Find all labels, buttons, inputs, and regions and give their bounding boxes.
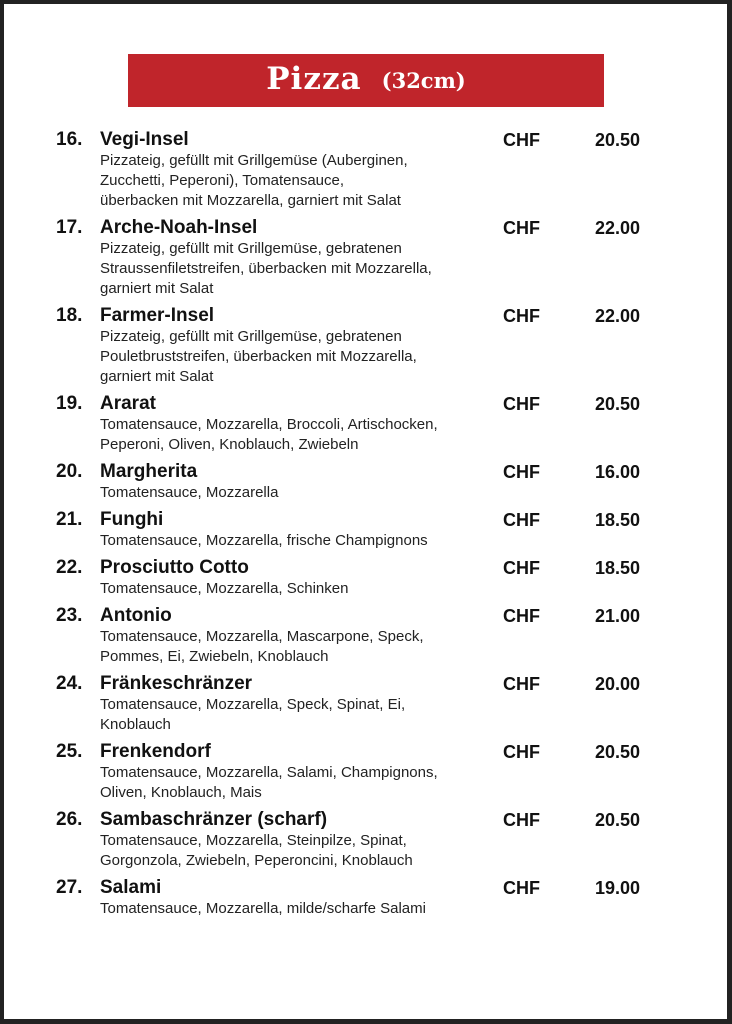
item-price: 22.00 xyxy=(594,305,640,326)
section-title: Pizza xyxy=(266,60,362,97)
item-name: Salami xyxy=(100,877,162,898)
menu-item xyxy=(4,129,727,211)
item-description-line: Pizzateig, gefüllt mit Grillgemüse, gebratenen xyxy=(100,240,402,257)
item-price: 20.50 xyxy=(594,809,640,830)
menu-list xyxy=(4,129,727,925)
item-currency: CHF xyxy=(503,217,540,238)
item-description-line: Tomatensauce, Mozzarella, Broccoli, Artischocken, xyxy=(100,416,438,433)
item-price: 18.50 xyxy=(594,557,640,578)
menu-item xyxy=(4,877,727,919)
menu-item xyxy=(4,557,727,599)
item-currency: CHF xyxy=(503,877,540,898)
item-name: Margherita xyxy=(100,461,198,482)
item-description-line: Pizzateig, gefüllt mit Grillgemüse, gebratenen xyxy=(100,328,402,345)
item-price: 20.50 xyxy=(594,129,640,150)
section-header xyxy=(128,54,604,107)
item-price: 19.00 xyxy=(594,877,640,898)
item-name: Ararat xyxy=(100,393,156,414)
menu-page xyxy=(4,4,727,1019)
menu-item xyxy=(4,809,727,871)
item-description xyxy=(100,531,500,551)
item-name: Antonio xyxy=(100,605,172,626)
item-currency: CHF xyxy=(503,305,540,326)
item-description xyxy=(100,483,500,503)
item-description xyxy=(100,327,500,387)
item-currency: CHF xyxy=(503,673,540,694)
item-description-line: Zucchetti, Peperoni), Tomatensauce, xyxy=(100,172,345,189)
item-price: 20.50 xyxy=(594,741,640,762)
item-description-line: Tomatensauce, Mozzarella, frische Champignons xyxy=(100,532,428,549)
menu-item xyxy=(4,217,727,299)
item-description xyxy=(100,899,500,919)
item-description-line: Tomatensauce, Mozzarella, Mascarpone, Speck, xyxy=(100,628,424,645)
item-number: 20. xyxy=(56,461,83,482)
item-number: 17. xyxy=(56,217,83,238)
item-price: 20.50 xyxy=(594,393,640,414)
item-name: Prosciutto Cotto xyxy=(100,557,249,578)
item-description xyxy=(100,415,500,455)
item-description-line: Straussenfiletstreifen, überbacken mit Mozzarella, xyxy=(100,260,432,277)
item-price: 16.00 xyxy=(594,461,640,482)
menu-item xyxy=(4,305,727,387)
menu-item xyxy=(4,461,727,503)
item-currency: CHF xyxy=(503,809,540,830)
item-description-line: Knoblauch xyxy=(100,716,171,733)
item-description xyxy=(100,579,500,599)
item-currency: CHF xyxy=(503,129,540,150)
item-description-line: Peperoni, Oliven, Knoblauch, Zwiebeln xyxy=(100,436,359,453)
item-description xyxy=(100,763,500,803)
item-name: Frenkendorf xyxy=(100,741,211,762)
item-name: Arche-Noah-Insel xyxy=(100,217,258,238)
item-name: Sambaschränzer (scharf) xyxy=(100,809,328,830)
menu-item xyxy=(4,393,727,455)
item-name: Vegi-Insel xyxy=(100,129,189,150)
item-description-line: Pizzateig, gefüllt mit Grillgemüse (Auberginen, xyxy=(100,152,408,169)
item-description-line: Tomatensauce, Mozzarella, Speck, Spinat, Ei, xyxy=(100,696,406,713)
item-currency: CHF xyxy=(503,741,540,762)
item-description-line: Tomatensauce, Mozzarella, milde/scharfe Salami xyxy=(100,900,426,917)
item-number: 26. xyxy=(56,809,83,830)
item-number: 25. xyxy=(56,741,83,762)
section-size: (32cm) xyxy=(381,68,466,93)
item-number: 18. xyxy=(56,305,83,326)
item-number: 27. xyxy=(56,877,83,898)
menu-item xyxy=(4,509,727,551)
menu-item xyxy=(4,741,727,803)
item-currency: CHF xyxy=(503,393,540,414)
item-description xyxy=(100,627,500,667)
item-number: 23. xyxy=(56,605,83,626)
item-currency: CHF xyxy=(503,605,540,626)
item-description-line: Pommes, Ei, Zwiebeln, Knoblauch xyxy=(100,648,329,665)
item-name: Fränkeschränzer xyxy=(100,673,253,694)
item-description-line: Tomatensauce, Mozzarella, Salami, Champignons, xyxy=(100,764,438,781)
item-description xyxy=(100,695,500,735)
item-price: 22.00 xyxy=(594,217,640,238)
item-description-line: Pouletbruststreifen, überbacken mit Mozzarella, xyxy=(100,348,417,365)
item-description-line: überbacken mit Mozzarella, garniert mit Salat xyxy=(100,192,401,209)
item-number: 19. xyxy=(56,393,83,414)
item-number: 24. xyxy=(56,673,83,694)
item-number: 16. xyxy=(56,129,83,150)
item-price: 21.00 xyxy=(594,605,640,626)
menu-item xyxy=(4,673,727,735)
item-number: 21. xyxy=(56,509,83,530)
item-description xyxy=(100,239,500,299)
item-description-line: garniert mit Salat xyxy=(100,368,214,385)
item-currency: CHF xyxy=(503,461,540,482)
item-description xyxy=(100,151,500,211)
item-description-line: Tomatensauce, Mozzarella, Schinken xyxy=(100,580,349,597)
menu-item xyxy=(4,605,727,667)
item-description-line: Oliven, Knoblauch, Mais xyxy=(100,784,262,801)
item-name: Funghi xyxy=(100,509,164,530)
item-description-line: Tomatensauce, Mozzarella xyxy=(100,484,279,501)
item-description-line: Tomatensauce, Mozzarella, Steinpilze, Spinat, xyxy=(100,832,407,849)
item-description-line: garniert mit Salat xyxy=(100,280,214,297)
item-description-line: Gorgonzola, Zwiebeln, Peperoncini, Knoblauch xyxy=(100,852,413,869)
item-price: 18.50 xyxy=(594,509,640,530)
item-price: 20.00 xyxy=(594,673,640,694)
item-name: Farmer-Insel xyxy=(100,305,215,326)
item-description xyxy=(100,831,500,871)
item-currency: CHF xyxy=(503,557,540,578)
item-currency: CHF xyxy=(503,509,540,530)
item-number: 22. xyxy=(56,557,83,578)
